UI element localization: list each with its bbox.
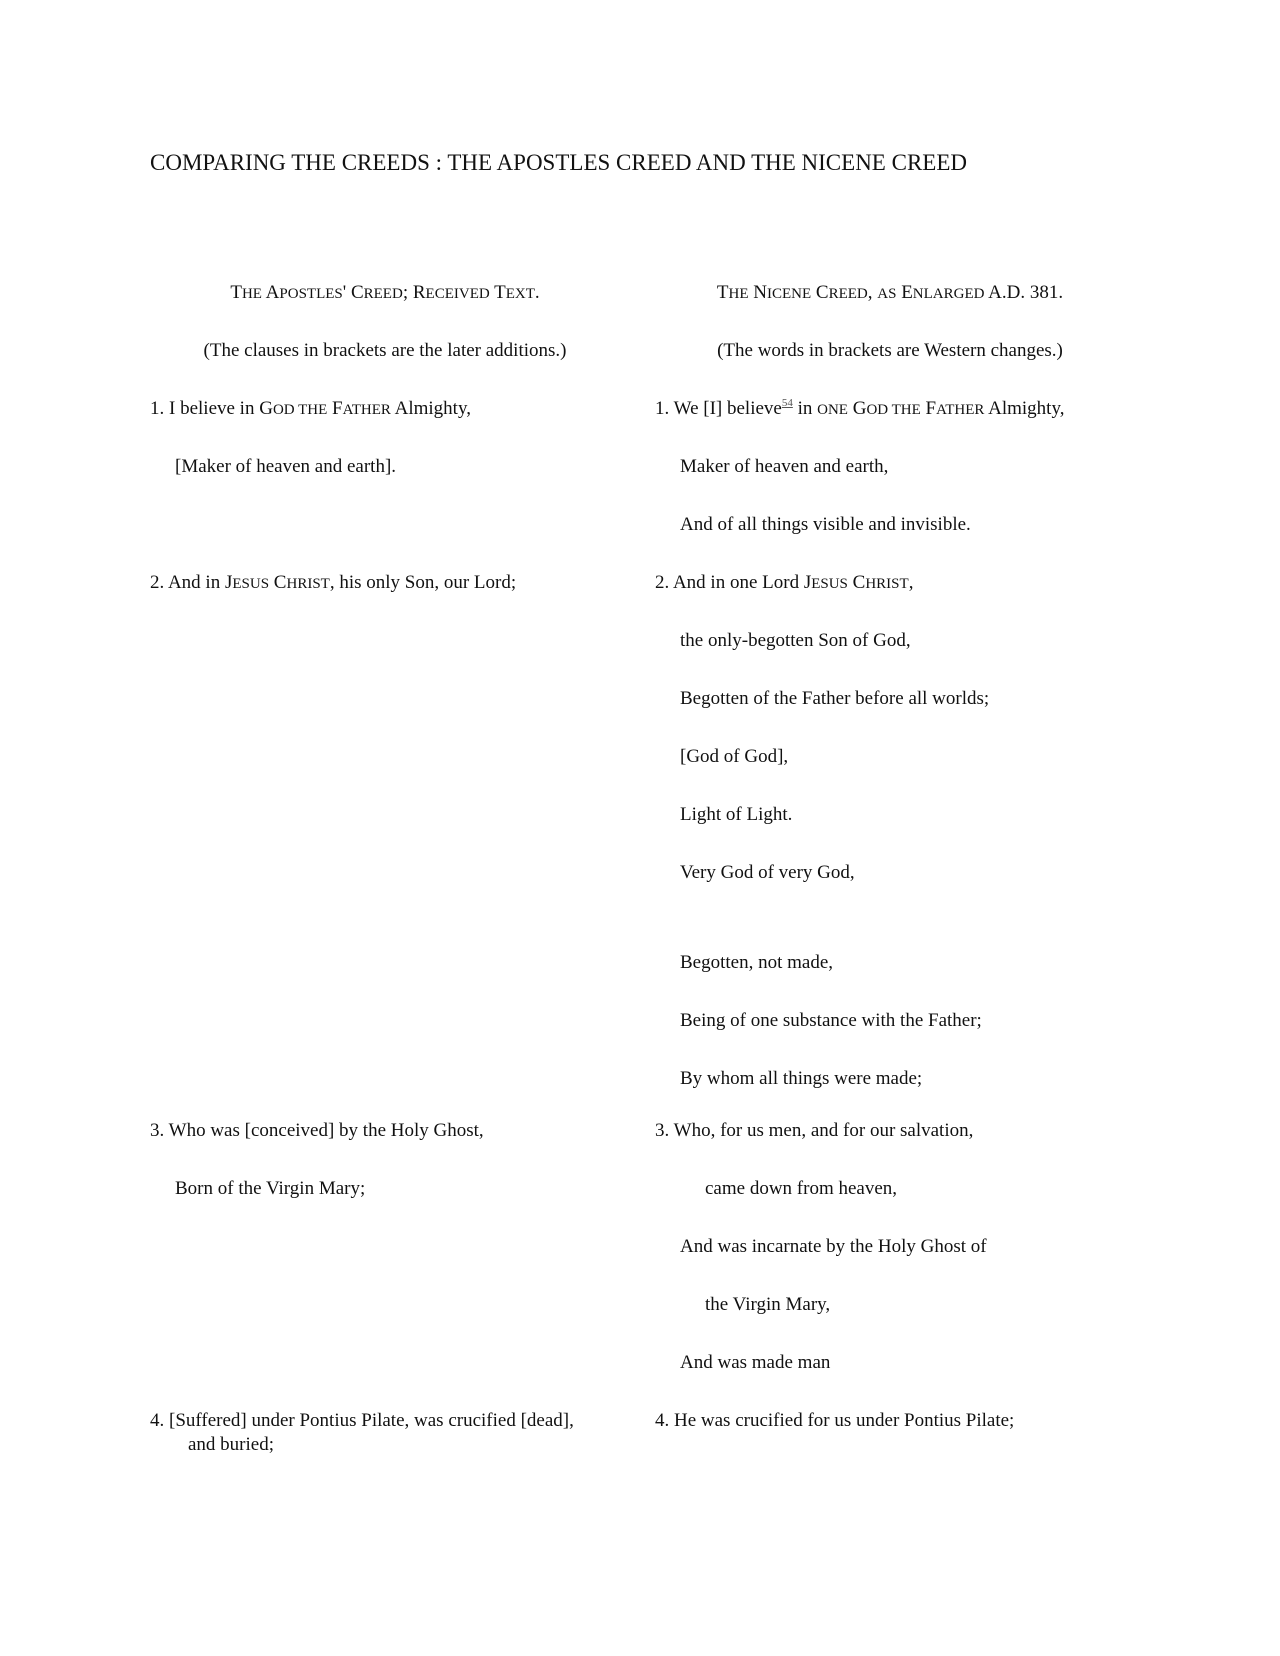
nicene-clause-2-line-4: [God of God], [680,746,789,767]
nicene-clause-3-line-4: the Virgin Mary, [705,1294,831,1315]
nicene-clause-3-line-2: came down from heaven, [705,1178,898,1199]
apostles-note: (The clauses in brackets are the later additions.) [203,340,567,361]
nicene-clause-2-line-5: Light of Light. [680,804,793,825]
apostles-clause-1-line-2: [Maker of heaven and earth]. [175,456,397,477]
nicene-clause-3-line-5: And was made man [680,1352,831,1373]
nicene-clause-3-line-3: And was incarnate by the Holy Ghost of [680,1236,987,1257]
apostles-clause-3: 3. Who was [conceived] by the Holy Ghost, [150,1120,484,1141]
nicene-note: (The words in brackets are Western changes.) [717,340,1063,361]
nicene-clause-1-line-3: And of all things visible and invisible. [680,514,971,535]
apostles-clause-4-line-2: and buried; [188,1434,275,1455]
nicene-clause-2-line-3: Begotten of the Father before all worlds; [680,688,990,709]
nicene-clause-2-line-9: By whom all things were made; [680,1068,923,1089]
nicene-heading: THE NICENE CREED, AS ENLARGED A.D. 381. [716,282,1064,303]
nicene-clause-2: 2. And in one Lord JESUS CHRIST, [655,572,914,593]
nicene-clause-2-line-6: Very God of very God, [680,862,855,883]
nicene-clause-4: 4. He was crucified for us under Pontius Pilate; [655,1410,1015,1431]
apostles-clause-2: 2. And in JESUS CHRIST, his only Son, our Lord; [150,572,517,593]
apostles-clause-1: 1. I believe in GOD THE FATHER Almighty, [150,398,471,419]
nicene-clause-2-line-7: Begotten, not made, [680,952,834,973]
nicene-clause-2-line-8: Being of one substance with the Father; [680,1010,982,1031]
footnote-link[interactable]: 54 [781,397,793,409]
nicene-clause-1-line-2: Maker of heaven and earth, [680,456,889,477]
nicene-clause-1: 1. We [I] believe$^{54}$ in ONE GOD THE FATHER Almighty, [655,397,1065,419]
apostles-clause-3-line-2: Born of the Virgin Mary; [175,1178,366,1199]
nicene-clause-2-line-2: the only-begotten Son of God, [680,630,911,651]
apostles-heading: THE APOSTLES' CREED; RECEIVED TEXT. [230,282,540,303]
nicene-clause-3: 3. Who, for us men, and for our salvation, [655,1120,974,1141]
page-title: COMPARING THE CREEDS : THE APOSTLES CREED AND THE NICENE CREED [150,150,967,175]
apostles-clause-4: 4. [Suffered] under Pontius Pilate, was crucified [dead], [150,1410,574,1431]
